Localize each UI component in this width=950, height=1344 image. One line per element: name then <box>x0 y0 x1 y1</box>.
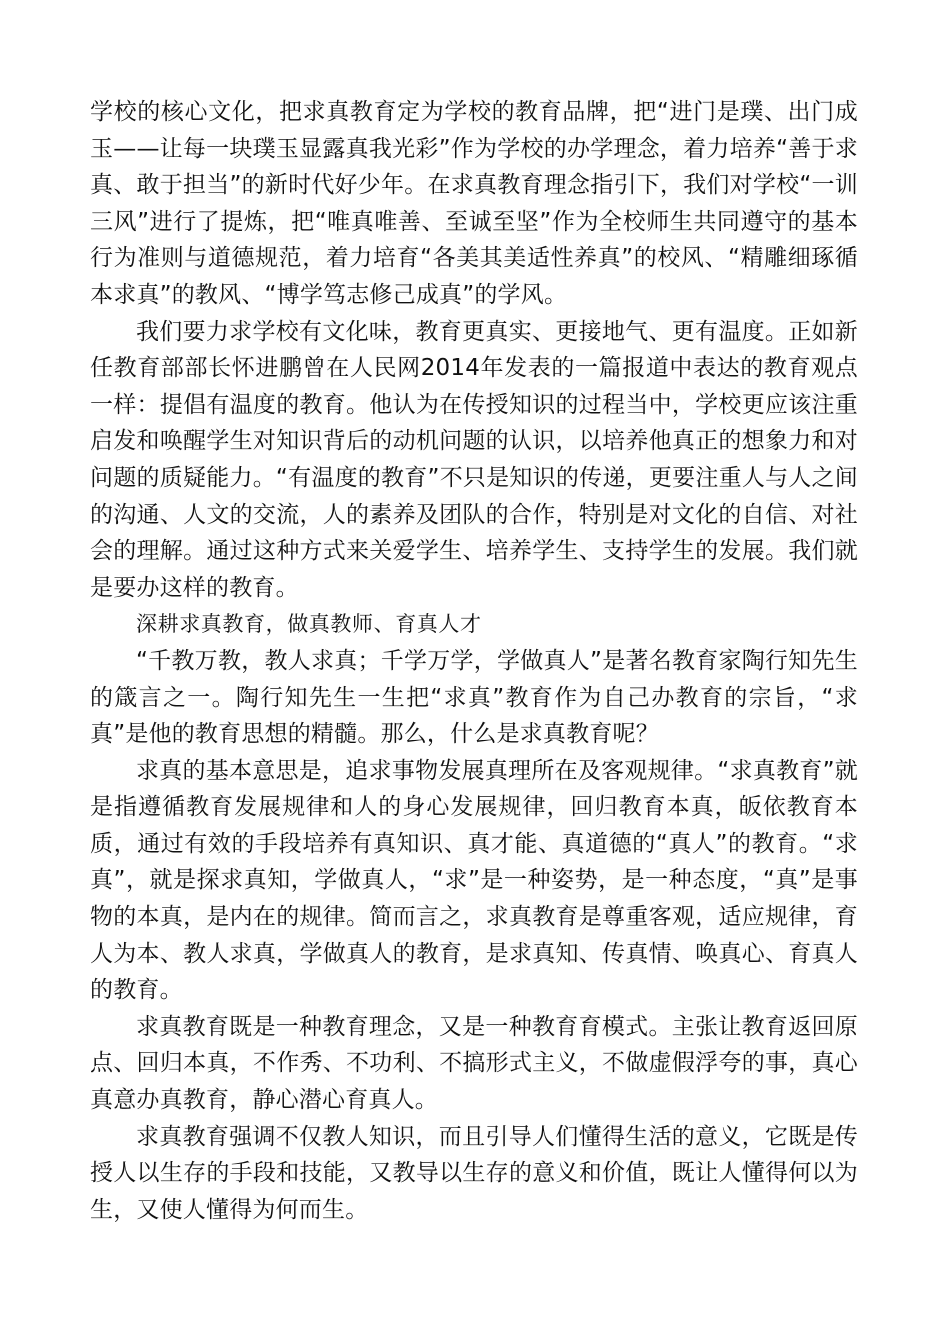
paragraph-seeking-truth-meaning: 求真的基本意思是，追求事物发展真理所在及客观规律。“求真教育”就是指遵循教育发展规律和人的身心发展规律，回归教育本真，皈依教育本质，通过有效的手段培养有真知识、真才能、真道德的“真人”的教育。“求真”，就是探求真知，学做真人，“求”是一种姿势，是一种态度，“真”是事物的本真，是内在的规律。简而言之，求真教育是尊重客观，适应规律，育人为本、教人求真，学做真人的教育，是求真知、传真情、唤真心、育真人的教育。 <box>90 757 858 1004</box>
paragraph-tao-xingzhi: “千教万教，教人求真；千学万学，学做真人”是著名教育家陶行知先生的箴言之一。陶行知先生一生把“求真”教育作为自己办教育的宗旨，“求真”是他的教育思想的精髓。那么，什么是求真教育呢？ <box>90 647 858 748</box>
section-heading: 深耕求真教育，做真教师、育真人才 <box>136 612 482 637</box>
paragraph-education-model: 求真教育既是一种教育理念，又是一种教育育模式。主张让教育返回原点、回归本真，不作秀、不功利、不搞形式主义，不做虚假浮夸的事，真心真意办真教育，静心潜心育真人。 <box>90 1013 858 1114</box>
paragraph-warm-education: 我们要力求学校有文化味，教育更真实、更接地气、更有温度。正如新任教育部部长怀进鹏曾在人民网2014年发表的一篇报道中表达的教育观点一样：提倡有温度的教育。他认为在传授知识的过程当中，学校更应该注重启发和唤醒学生对知识背后的动机问题的认识，以培养他真正的想象力和对问题的质疑能力。“有温度的教育”不只是知识的传递，更要注重人与人之间的沟通、人文的交流，人的素养及团队的合作，特别是对文化的自信、对社会的理解。通过这种方式来关爱学生、培养学生、支持学生的发展。我们就是要办这样的教育。 <box>90 318 858 601</box>
document-body <box>90 94 858 1228</box>
paragraph-meaning-of-life: 求真教育强调不仅教人知识，而且引导人们懂得生活的意义，它既是传授人以生存的手段和技能，又教导以生存的意义和价值，既让人懂得何以为生，又使人懂得为何而生。 <box>90 1123 858 1223</box>
paragraph-school-culture: 学校的核心文化，把求真教育定为学校的教育品牌，把“进门是璞、出门成玉——让每一块璞玉显露真我光彩”作为学校的办学理念，着力培养“善于求真、敢于担当”的新时代好少年。在求真教育理念指引下，我们对学校“一训三风”进行了提炼，把“唯真唯善、至诚至坚”作为全校师生共同遵守的基本行为准则与道德规范，着力培育“各美其美适性养真”的校风、“精雕细琢循本求真”的教风、“博学笃志修己成真”的学风。 <box>90 99 858 308</box>
